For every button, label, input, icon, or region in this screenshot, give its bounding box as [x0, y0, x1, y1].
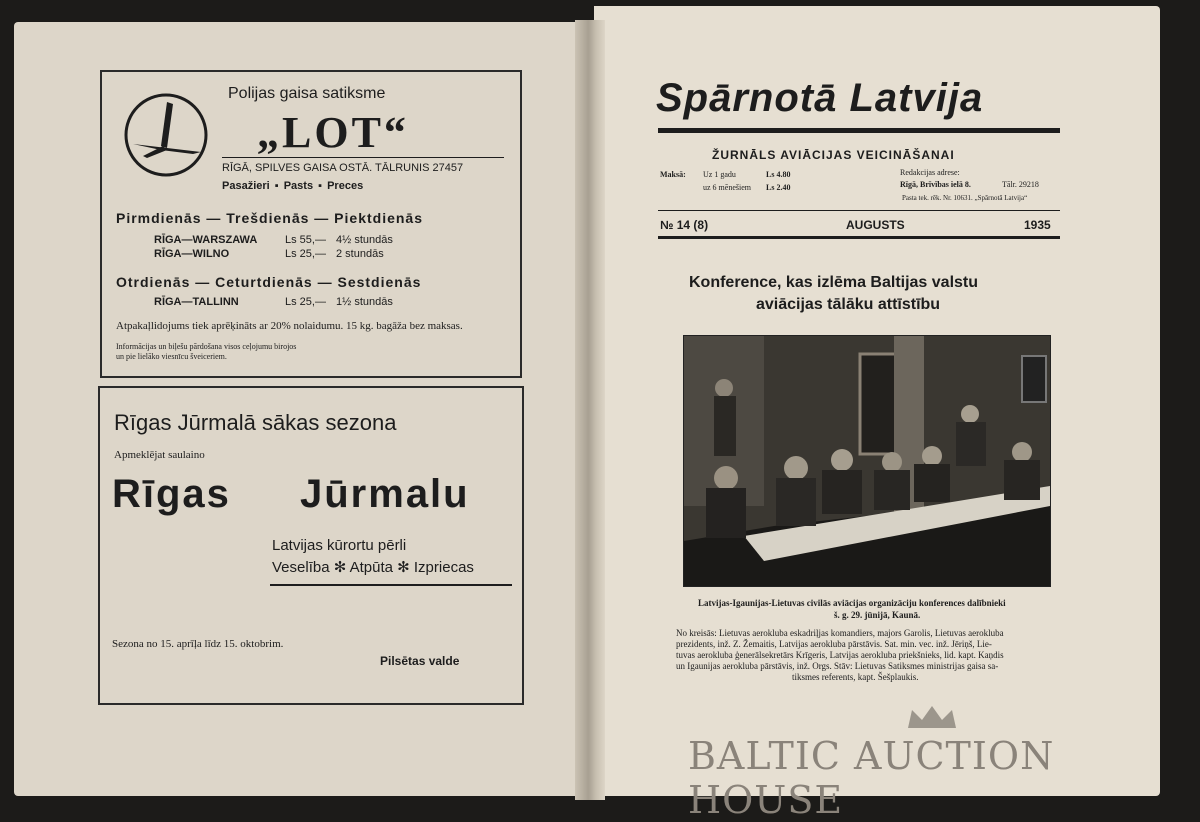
jurmala-subtitle: Apmeklējat saulaino	[114, 449, 205, 461]
divider	[270, 584, 512, 586]
photo-caption-1: Latvijas-Igaunijas-Lietuvas civilās aviācijas organizāciju konferences dalībnieki	[698, 598, 1006, 608]
lot-services: Pasažieri ▪ Pasts ▪ Preces	[222, 180, 364, 192]
crown-icon	[904, 702, 960, 732]
article-headline-1: Konference, kas izlēma Baltijas valstu	[689, 274, 979, 291]
article-body-line-4: un Igaunijas aerokluba pārstāvis, inž. Orgs. Stāv: Lietuvas Satiksmes ministrijas gaisa sa-	[676, 661, 999, 671]
magazine-spine	[575, 20, 605, 800]
days-row-2: Otrdienās — Ceturtdienās — Sestdienās	[116, 274, 422, 290]
article-body-line-1: No kreisās: Lietuvas aerokluba eskadriļjas komandiers, majors Garolis, Lietuvas aerokluba	[676, 628, 1004, 638]
editorial-label: Redakcijas adrese:	[900, 168, 960, 177]
route-tallinn: RĪGA—TALLINN	[154, 296, 239, 308]
editorial-phone: Tālr. 29218	[1002, 180, 1039, 189]
article-body-line-2: prezidents, inž. Z. Žemaitis, Latvijas aerokluba pārstāvis. Sat. min. vec. inž. Jēriņš, Lie-	[676, 639, 992, 649]
lot-address: RĪGĀ, SPILVES GAISA OSTĀ. TĀLRUNIS 27457	[222, 162, 464, 174]
route-wilno-price: Ls 25,—	[285, 248, 326, 260]
route-tallinn-time: 1½ stundās	[336, 296, 393, 308]
issue-year: 1935	[1024, 218, 1051, 232]
issue-number: № 14 (8)	[660, 218, 709, 232]
lot-brand: „LOT“	[257, 108, 409, 157]
watermark-text: BALTIC AUCTION HOUSE	[688, 734, 1055, 822]
rule	[658, 236, 1060, 239]
route-wilno-time: 2 stundās	[336, 248, 384, 260]
lot-header: Polijas gaisa satiksme	[228, 85, 386, 102]
service-passengers: Pasažieri	[222, 180, 270, 192]
article-headline-2: aviācijas tālāku attīstību	[756, 296, 941, 313]
jurmala-headline-1: Rīgas	[112, 472, 231, 516]
issue-month: AUGUSTS	[846, 218, 905, 232]
info-line-1: Informācijas un biļešu pārdošana visos ceļojumu birojos	[116, 342, 297, 351]
days-row-1: Pirmdienās — Trešdienās — Piektdienās	[116, 210, 423, 226]
return-note: Atpakaļlidojums tiek aprēķināts ar 20% nolaidumu. 15 kg. bagāža bez maksas.	[116, 320, 463, 332]
season-dates: Sezona no 15. aprīļa līdz 15. oktobrim.	[112, 638, 284, 650]
route-warsaw: RĪGA—WARSZAWA	[154, 234, 258, 246]
price-year-value: Ls 4.80	[766, 170, 791, 179]
photo-caption-2: š. g. 29. jūnijā, Kaunā.	[834, 610, 921, 620]
postal-account: Pasta tek. rēk. Nr. 10631. „Spārnotā Latvija“	[902, 194, 1028, 202]
conference-photo	[683, 335, 1051, 587]
jurmala-headline-2: Jūrmalu	[300, 472, 470, 516]
masthead-subtitle: ŽURNĀLS AVIĀCIJAS VEICINĀŠANAI	[712, 148, 955, 162]
price-year: Uz 1 gadu	[703, 170, 736, 179]
route-warsaw-time: 4½ stundās	[336, 234, 393, 246]
route-tallinn-price: Ls 25,—	[285, 296, 326, 308]
article-body-line-5: tiksmes referents, kapt. Šešplaukis.	[792, 672, 919, 682]
price-label: Maksā:	[660, 170, 686, 179]
info-line-2: un pie lielāko viesnīcu šveiceriem.	[116, 352, 227, 361]
article-body-line-3: tuvas aerokluba ģenerālsekretārs Krīgeris, Latvijas aerokluba priekšnieks, lid. kapt. Kaņdis	[676, 650, 1004, 660]
divider	[222, 157, 504, 158]
price-half: uz 6 mēnešiem	[703, 183, 751, 192]
masthead-rule	[658, 128, 1060, 133]
route-warsaw-price: Ls 55,—	[285, 234, 326, 246]
signature: Pilsētas valde	[380, 654, 460, 668]
lot-logo-icon	[123, 92, 209, 178]
price-half-value: Ls 2.40	[766, 183, 791, 192]
rule	[658, 210, 1060, 211]
jurmala-tagline-1: Latvijas kūrortu pērli	[272, 537, 407, 554]
masthead: Spārnotā Latvija	[656, 76, 984, 120]
service-cargo: Preces	[327, 180, 364, 192]
editorial-address: Rīgā, Brīvības ielā 8.	[900, 180, 971, 189]
route-wilno: RĪGA—WILNO	[154, 248, 230, 260]
jurmala-tagline-2: Veselība ✻ Atpūta ✻ Izpriecas	[272, 559, 474, 576]
service-post: Pasts	[283, 180, 314, 192]
jurmala-title: Rīgas Jūrmalā sākas sezona	[114, 410, 397, 435]
